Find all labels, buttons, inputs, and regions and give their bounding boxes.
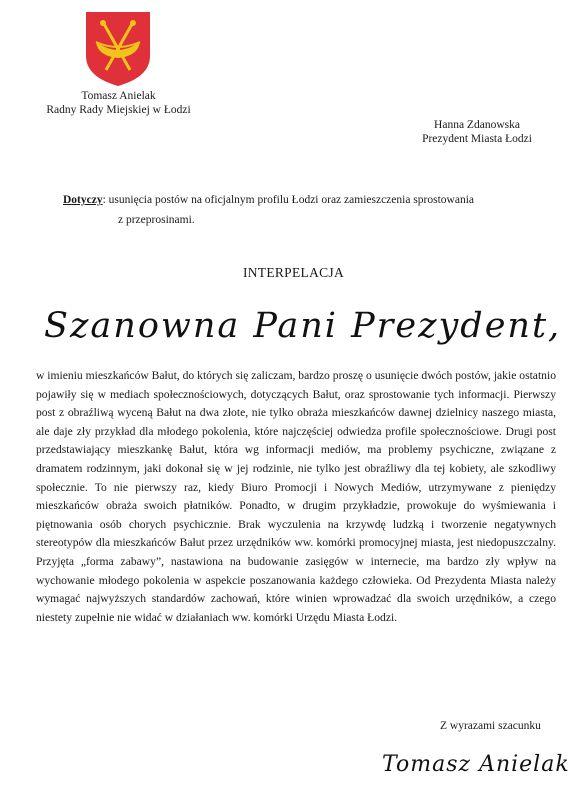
recipient-role: Prezydent Miasta Łodzi [422, 133, 532, 145]
regarding-label: Dotyczy [63, 194, 103, 206]
recipient-name: Hanna Zdanowska [434, 119, 520, 131]
closing-phrase: Z wyrazami szacunku [440, 720, 541, 732]
document-title: INTERPELACJA [242, 265, 345, 280]
regarding-text: usunięcia postów na oficjalnym profilu Łodzi oraz zamieszczenia sprostowania [108, 194, 474, 206]
coat-of-arms-icon [86, 12, 150, 86]
sender-block [0, 89, 237, 117]
handwritten-signature: Tomasz Anielak [382, 752, 570, 777]
handwritten-greeting: Szanowna Pani Prezydent, [44, 306, 562, 346]
oar-tip-right [130, 20, 136, 26]
recipient-block [387, 118, 567, 146]
oar-tip-left [100, 20, 106, 26]
regarding-line: Dotyczy: usunięcia postów na oficjalnym profilu Łodzi oraz zamieszczenia sprostowania [63, 194, 474, 206]
letter-body: w imieniu mieszkańców Bałut, do których się zaliczam, bardzo proszę o usunięcie dwóch postów, jakie ostatnio pojawiły się w mediach społecznościowych, dotyczących Bałut, oraz sprostowanie tych informacji. Pierwszy post z obraźliwą wyceną Bałut na dwa złote, nie tylko obraża mieszkańców dawnej dzielnicy naszego miasta, ale daje zły przykład dla młodego pokolenia, które najczęściej odwiedza profile społecznościowe. Drugi post przedstawiający mieszkankę Bałut, która wg informacji mediów, ma problemy psychiczne, związane z dramatem rodzinnym, jaki dokonał się w jej rodzinie, nie tylko jest obraźliwy dla tej kobiety, ale szkodliwy społecznie. To nie pierwszy raz, kiedy Biuro Promocji i Nowych Mediów, utrzymywane z pieniędzy mieszkańców obraża swoich płatników. Ponadto, w drugim przykładzie, prowokuje do wyśmiewania i piętnowania osób chorych psychicznie. Brak wyczulenia na krzywdę ludzką i tworzenie negatywnych stereotypów dla mieszkańców Bałut przez urzędników ww. komórki promocyjnej miasta, jest niedopuszczalny. Przyjęta „forma zabawy”, nastawiona na budowanie zasięgów w internecie, ma bardzo zły wpływ na wychowanie młodego pokolenia w aspekcie poszanowania każdego człowieka. Od Prezydenta Miasta należy wymagać najwyższych standardów zachowań, które winien wprowadzać dla swoich urzędników, a czego niestety zupełnie nie widać w działaniach ww. komórki Urzędu Miasta Łodzi. [36, 369, 556, 624]
sender-name: Tomasz Anielak [81, 90, 156, 102]
sender-role: Radny Rady Miejskiej w Łodzi [46, 104, 191, 116]
regarding-continuation: z przeprosinami. [118, 214, 195, 226]
